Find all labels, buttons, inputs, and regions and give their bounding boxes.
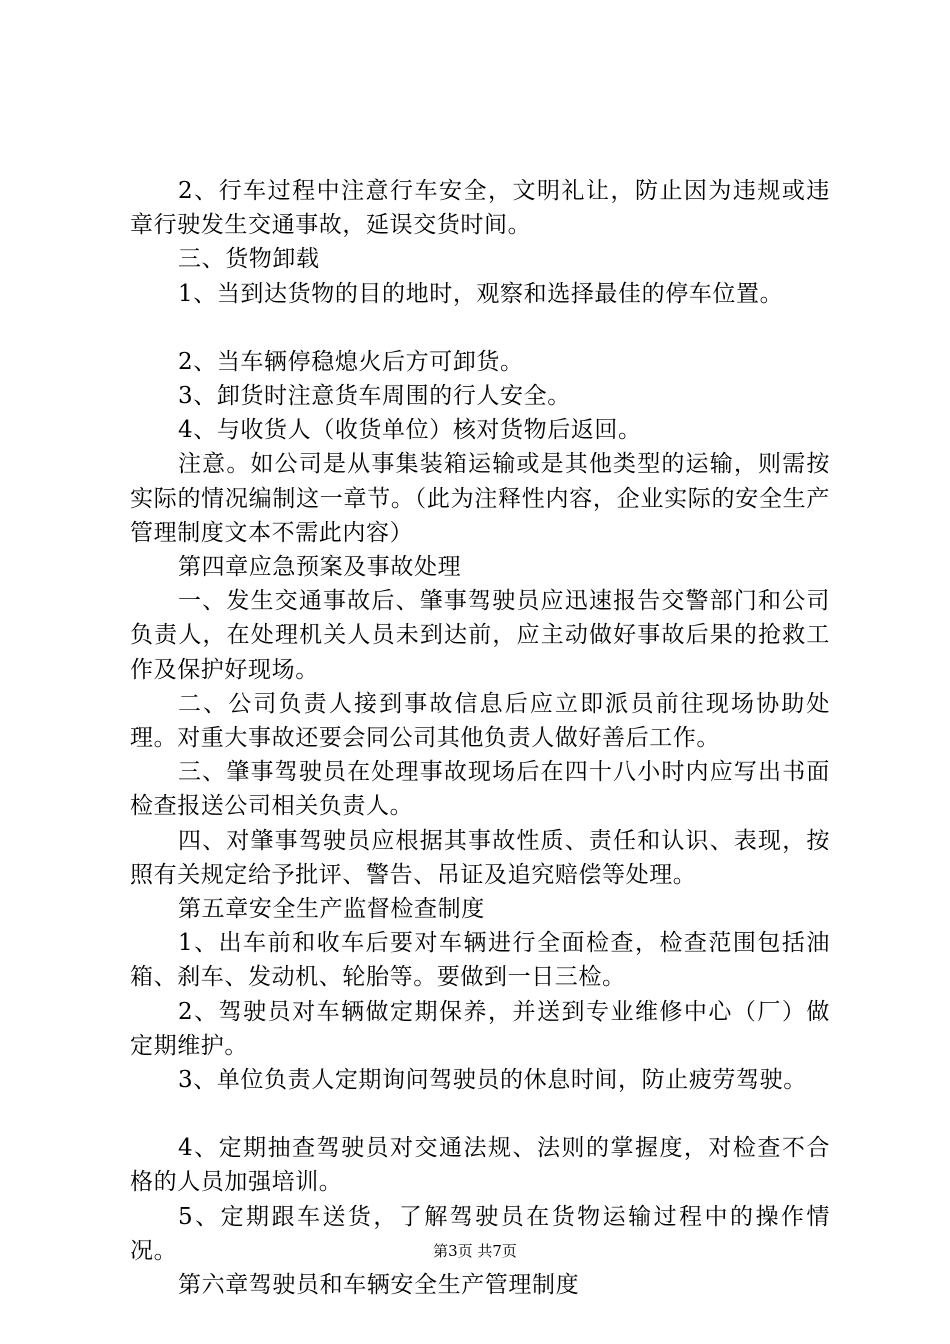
paragraph: 3、卸货时注意货车周围的行人安全。 [178,383,571,410]
paragraph: 第六章驾驶员和车辆安全生产管理制度 [178,1272,580,1299]
paragraph: 3、单位负责人定期询问驾驶员的休息时间，防止疲劳驾驶。 [178,1067,807,1094]
paragraph-gap [130,311,830,345]
paragraph: 四、对肇事驾驶员应根据其事故性质、责任和认识、表现，按照有关规定给予批评、警告、吊证及追究赔偿等处理。 [130,827,830,888]
paragraph: 第四章应急预案及事故处理 [178,554,462,581]
paragraph: 一、发生交通事故后、肇事驾驶员应迅速报告交警部门和公司负责人，在处理机关人员未到达前，应主动做好事故后果的抢救工作及保护好现场。 [130,588,830,683]
paragraph: 三、货物卸载 [178,246,320,273]
paragraph: 三、肇事驾驶员在处理事故现场后在四十八小时内应写出书面检查报送公司相关负责人。 [130,759,830,820]
paragraph: 2、驾驶员对车辆做定期保养，并送到专业维修中心（厂）做定期维护。 [130,998,830,1059]
paragraph: 1、出车前和收车后要对车辆进行全面检查，检查范围包括油箱、刹车、发动机、轮胎等。要做到一日三检。 [130,930,830,991]
paragraph: 2、行车过程中注意行车安全，文明礼让，防止因为违规或违章行驶发生交通事故，延误交货时间。 [130,178,830,239]
paragraph: 4、与收货人（收货单位）核对货物后返回。 [178,417,642,444]
document-body [130,174,830,1302]
paragraph: 注意。如公司是从事集装箱运输或是其他类型的运输，则需按实际的情况编制这一章节。（此为注释性内容，企业实际的安全生产管理制度文本不需此内容） [130,451,830,546]
paragraph: 第五章安全生产监督检查制度 [178,896,485,923]
paragraph: 5、定期跟车送货，了解驾驶员在货物运输过程中的操作情况。 [130,1203,830,1264]
paragraph: 2、当车辆停稳熄火后方可卸货。 [178,348,524,375]
paragraph-gap [130,1097,830,1131]
paragraph: 1、当到达货物的目的地时，观察和选择最佳的停车位置。 [178,280,784,307]
page-footer: 第3页 共7页 [433,1242,517,1260]
paragraph: 4、定期抽查驾驶员对交通法规、法则的掌握度，对检查不合格的人员加强培训。 [130,1135,830,1196]
paragraph: 二、公司负责人接到事故信息后应立即派员前往现场协助处理。对重大事故还要会同公司其他负责人做好善后工作。 [130,690,830,752]
